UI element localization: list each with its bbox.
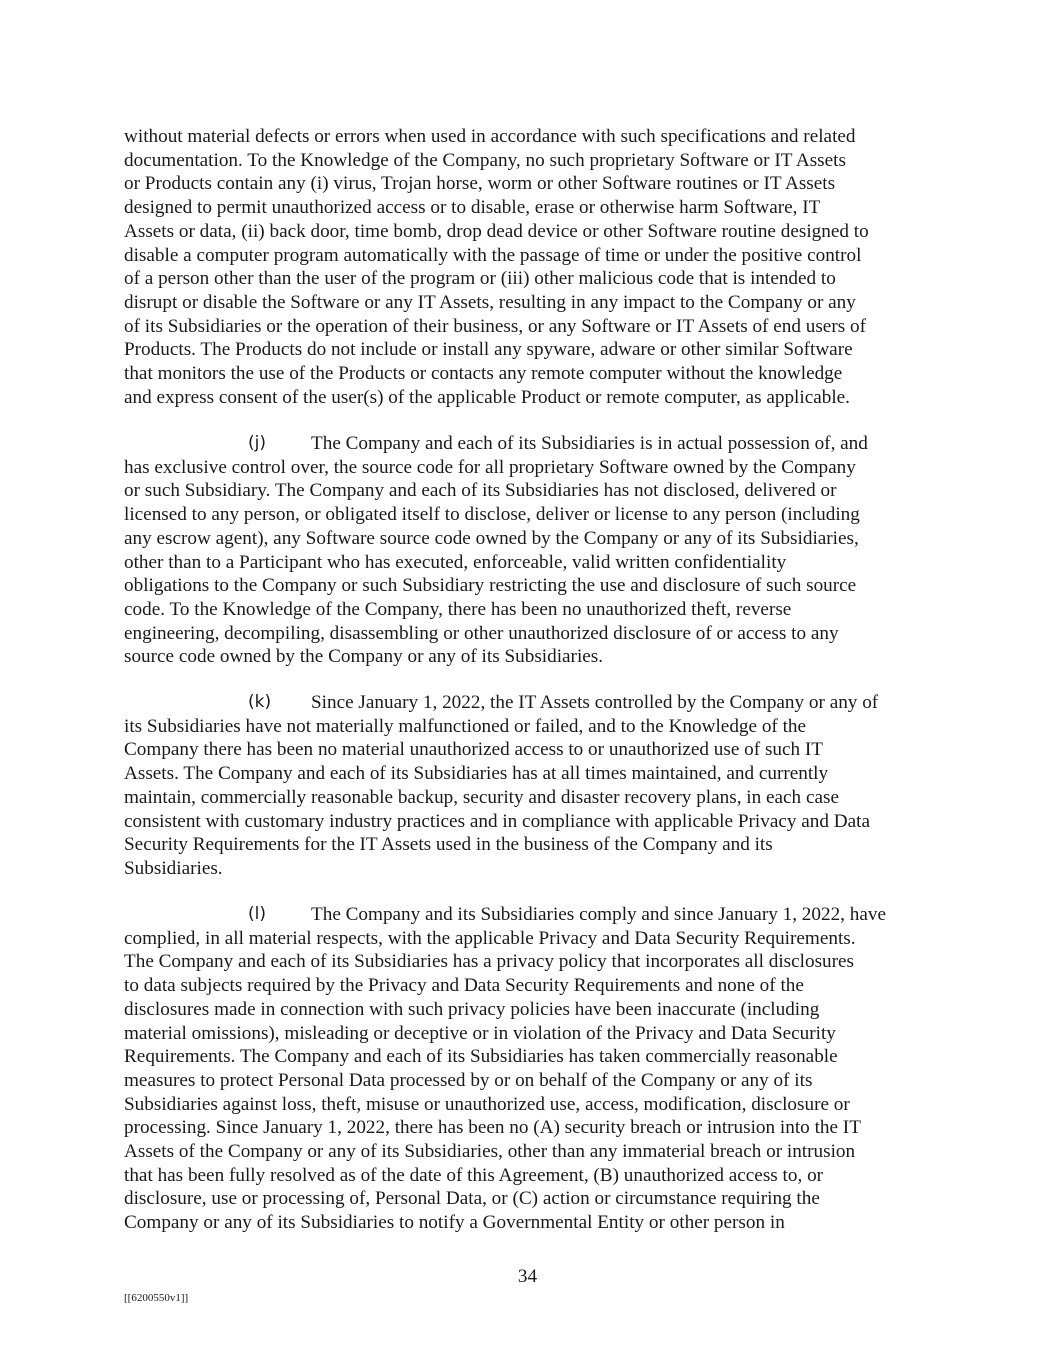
document-id: [[6200550v1]] bbox=[124, 1292, 189, 1304]
text-line: other than to a Participant who has executed, enforceable, valid written confidentiality bbox=[124, 551, 787, 573]
text-line: and express consent of the user(s) of the applicable Product or remote computer, as applicable. bbox=[124, 386, 850, 408]
paragraph-marker: (l) bbox=[248, 904, 266, 924]
text-line: Assets of the Company or any of its Subsidiaries, other than any immaterial breach or intrusion bbox=[124, 1141, 856, 1163]
paragraph-marker: (j) bbox=[248, 433, 266, 453]
paragraph-marker: (k) bbox=[248, 692, 272, 712]
text-line: licensed to any person, or obligated itself to disclose, deliver or license to any person (including bbox=[124, 504, 860, 526]
text-line: documentation. To the Knowledge of the Company, no such proprietary Software or IT Assets bbox=[124, 149, 846, 171]
text-line: that monitors the use of the Products or contacts any remote computer without the knowledge bbox=[124, 363, 843, 385]
paragraph-first-line bbox=[124, 691, 939, 715]
text-line: Assets or data, (ii) back door, time bomb, drop dead device or other Software routine designed to bbox=[124, 220, 869, 242]
page-number: 34 bbox=[517, 1266, 538, 1287]
text-line: without material defects or errors when used in accordance with such specifications and related bbox=[124, 126, 856, 147]
text-line: designed to permit unauthorized access or to disable, erase or otherwise harm Software, IT bbox=[124, 197, 821, 219]
paragraph-k bbox=[124, 691, 939, 881]
text-line: complied, in all material respects, with the applicable Privacy and Data Security Requirements. bbox=[124, 927, 856, 949]
text-line: or such Subsidiary. The Company and each of its Subsidiaries has not disclosed, delivered or bbox=[124, 480, 837, 502]
text-line: Subsidiaries against loss, theft, misuse or unauthorized use, access, modification, disclosure or bbox=[124, 1093, 850, 1115]
paragraph-l bbox=[124, 903, 939, 1235]
text-line: The Company and its Subsidiaries comply and since January 1, 2022, have bbox=[311, 904, 886, 925]
text-line: Assets. The Company and each of its Subsidiaries has at all times maintained, and currently bbox=[124, 763, 829, 785]
text-line: obligations to the Company or such Subsidiary restricting the use and disclosure of such source bbox=[124, 575, 857, 597]
text-line: Company or any of its Subsidiaries to notify a Governmental Entity or other person in bbox=[124, 1212, 785, 1234]
text-line: engineering, decompiling, disassembling or other unauthorized disclosure of or access to any bbox=[124, 622, 839, 644]
text-line: of a person other than the user of the program or (iii) other malicious code that is intended to bbox=[124, 268, 836, 290]
text-line: processing. Since January 1, 2022, there has been no (A) security breach or intrusion into the IT bbox=[124, 1117, 861, 1139]
text-line: measures to protect Personal Data processed by or on behalf of the Company or any of its bbox=[124, 1069, 813, 1091]
text-line: disrupt or disable the Software or any IT Assets, resulting in any impact to the Company or any bbox=[124, 291, 856, 313]
text-line: Subsidiaries. bbox=[124, 857, 223, 879]
text-line: code. To the Knowledge of the Company, there has been no unauthorized theft, reverse bbox=[124, 598, 792, 620]
text-line: consistent with customary industry practices and in compliance with applicable Privacy and Data bbox=[124, 810, 870, 832]
paragraph-i-continued bbox=[124, 125, 939, 409]
text-line: The Company and each of its Subsidiaries has a privacy policy that incorporates all disclosures bbox=[124, 951, 854, 973]
text-line: disclosures made in connection with such privacy policies have been inaccurate (including bbox=[124, 998, 820, 1020]
text-line: Requirements. The Company and each of its Subsidiaries has taken commercially reasonable bbox=[124, 1046, 838, 1068]
text-line: maintain, commercially reasonable backup, security and disaster recovery plans, in each case bbox=[124, 786, 839, 808]
paragraph-j bbox=[124, 432, 939, 669]
text-line: material omissions), misleading or deceptive or in violation of the Privacy and Data Security bbox=[124, 1022, 836, 1044]
paragraph-first-line bbox=[124, 432, 939, 456]
text-line: its Subsidiaries have not materially malfunctioned or failed, and to the Knowledge of the bbox=[124, 715, 807, 737]
text-line: Security Requirements for the IT Assets used in the business of the Company and its bbox=[124, 834, 773, 856]
text-line: or Products contain any (i) virus, Trojan horse, worm or other Software routines or IT Assets bbox=[124, 173, 836, 195]
text-line: source code owned by the Company or any of its Subsidiaries. bbox=[124, 646, 604, 668]
text-line: disable a computer program automatically with the passage of time or under the positive control bbox=[124, 244, 862, 266]
text-line: that has been fully resolved as of the date of this Agreement, (B) unauthorized access to, or bbox=[124, 1164, 824, 1186]
text-line: has exclusive control over, the source code for all proprietary Software owned by the Company bbox=[124, 456, 856, 478]
text-line: any escrow agent), any Software source code owned by the Company or any of its Subsidiaries, bbox=[124, 527, 859, 549]
text-line: Since January 1, 2022, the IT Assets controlled by the Company or any of bbox=[311, 692, 879, 713]
text-line: of its Subsidiaries or the operation of their business, or any Software or IT Assets of end users of bbox=[124, 315, 866, 337]
text-line: Company there has been no material unauthorized access to or unauthorized use of such IT bbox=[124, 739, 824, 761]
text-line: The Company and each of its Subsidiaries is in actual possession of, and bbox=[311, 433, 868, 454]
text-line: to data subjects required by the Privacy and Data Security Requirements and none of the bbox=[124, 975, 804, 997]
paragraph-first-line bbox=[124, 903, 939, 927]
text-line: disclosure, use or processing of, Personal Data, or (C) action or circumstance requiring the bbox=[124, 1188, 820, 1210]
text-line: Products. The Products do not include or install any spyware, adware or other similar Software bbox=[124, 339, 853, 361]
